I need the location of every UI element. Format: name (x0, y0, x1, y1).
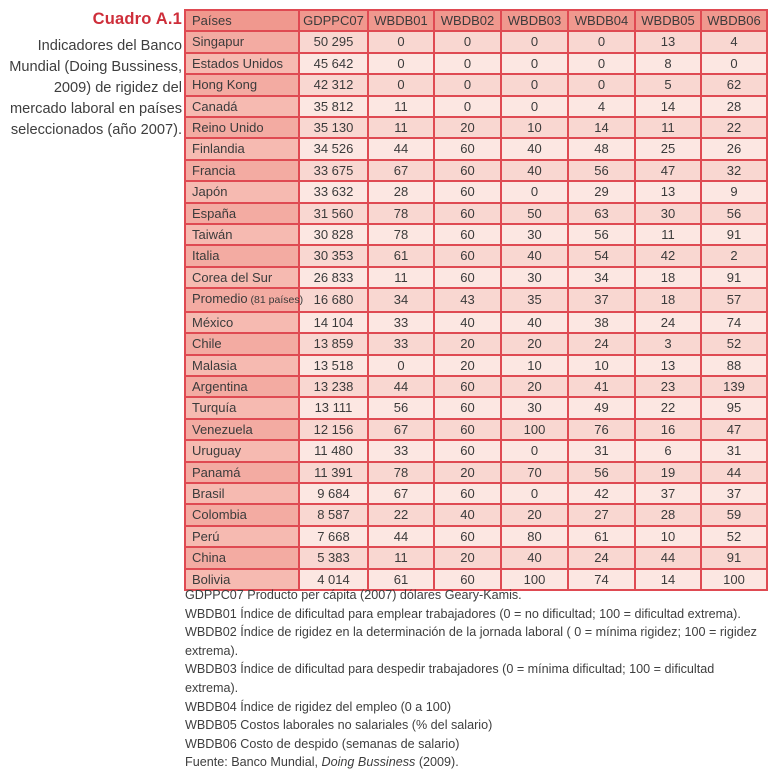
value-cell: 30 353 (299, 245, 368, 266)
table-body (185, 31, 767, 590)
value-cell: 20 (434, 547, 501, 568)
value-cell: 34 (368, 288, 434, 311)
value-cell: 37 (635, 483, 701, 504)
table-row (185, 483, 767, 504)
value-cell: 0 (701, 53, 767, 74)
country-cell: Colombia (185, 504, 299, 525)
table-row (185, 31, 767, 52)
value-cell: 60 (434, 397, 501, 418)
value-cell: 30 (501, 397, 568, 418)
value-cell: 47 (635, 160, 701, 181)
country-cell: Reino Unido (185, 117, 299, 138)
table-row (185, 288, 767, 311)
value-cell: 61 (368, 245, 434, 266)
table-row (185, 224, 767, 245)
value-cell: 13 859 (299, 333, 368, 354)
table-row (185, 419, 767, 440)
value-cell: 50 (501, 203, 568, 224)
value-cell: 56 (368, 397, 434, 418)
value-cell: 74 (701, 312, 767, 333)
value-cell: 42 312 (299, 74, 368, 95)
table-row (185, 138, 767, 159)
column-header-gdppc07: GDPPC07 (299, 10, 368, 31)
column-header-wbdb06: WBDB06 (701, 10, 767, 31)
value-cell: 76 (568, 419, 635, 440)
value-cell: 22 (635, 397, 701, 418)
value-cell: 0 (501, 181, 568, 202)
value-cell: 30 (501, 224, 568, 245)
footnotes (185, 586, 764, 753)
source-line (185, 753, 764, 772)
value-cell: 60 (434, 569, 501, 590)
value-cell: 67 (368, 160, 434, 181)
value-cell: 0 (434, 96, 501, 117)
footnote: WBDB06 Costo de despido (semanas de salario) (185, 736, 460, 751)
table-row (185, 312, 767, 333)
value-cell: 59 (701, 504, 767, 525)
table-row (185, 462, 767, 483)
footnote: WBDB02 Índice de rigidez en la determinación de la jornada laboral ( 0 = mínima rigidez; 100 = rigidez extrema). (185, 625, 757, 658)
value-cell: 16 (635, 419, 701, 440)
table-row (185, 397, 767, 418)
value-cell: 47 (701, 419, 767, 440)
value-cell: 0 (501, 440, 568, 461)
value-cell: 62 (701, 74, 767, 95)
country-cell: Turquía (185, 397, 299, 418)
value-cell: 2 (701, 245, 767, 266)
table-row (185, 355, 767, 376)
value-cell: 67 (368, 483, 434, 504)
table-row (185, 160, 767, 181)
value-cell: 28 (701, 96, 767, 117)
value-cell: 100 (701, 569, 767, 590)
value-cell: 100 (501, 569, 568, 590)
country-cell: Panamá (185, 462, 299, 483)
value-cell: 54 (568, 245, 635, 266)
value-cell: 80 (501, 526, 568, 547)
value-cell: 60 (434, 526, 501, 547)
value-cell: 50 295 (299, 31, 368, 52)
country-cell: Uruguay (185, 440, 299, 461)
value-cell: 18 (635, 267, 701, 288)
country-cell: China (185, 547, 299, 568)
value-cell: 43 (434, 288, 501, 311)
value-cell: 20 (434, 333, 501, 354)
value-cell: 13 518 (299, 355, 368, 376)
value-cell: 28 (635, 504, 701, 525)
value-cell: 5 383 (299, 547, 368, 568)
value-cell: 11 (368, 96, 434, 117)
value-cell: 24 (635, 312, 701, 333)
value-cell: 38 (568, 312, 635, 333)
value-cell: 11 (635, 117, 701, 138)
column-header-wbdb02: WBDB02 (434, 10, 501, 31)
country-cell: Bolivia (185, 569, 299, 590)
value-cell: 0 (434, 31, 501, 52)
value-cell: 20 (434, 462, 501, 483)
value-cell: 44 (368, 526, 434, 547)
caption-text: Indicadores del Banco Mundial (Doing Bussiness, 2009) de rigidez del mercado laboral en países seleccionados (año 2007). (9, 38, 182, 138)
indicators-table (184, 9, 768, 591)
value-cell: 33 (368, 440, 434, 461)
value-cell: 44 (368, 138, 434, 159)
value-cell: 19 (635, 462, 701, 483)
value-cell: 8 (635, 53, 701, 74)
footnote: WBDB03 Índice de dificultad para despedir trabajadores (0 = mínima dificultad; 100 = dificultad extrema). (185, 662, 715, 695)
column-header-wbdb04: WBDB04 (568, 10, 635, 31)
footnote: WBDB04 Índice de rigidez del empleo (0 a 100) (185, 699, 452, 714)
value-cell: 3 (635, 333, 701, 354)
value-cell: 20 (501, 504, 568, 525)
value-cell: 24 (568, 547, 635, 568)
value-cell: 13 111 (299, 397, 368, 418)
value-cell: 10 (568, 355, 635, 376)
value-cell: 78 (368, 203, 434, 224)
value-cell: 31 (568, 440, 635, 461)
value-cell: 7 668 (299, 526, 368, 547)
value-cell: 45 642 (299, 53, 368, 74)
country-cell: Finlandia (185, 138, 299, 159)
value-cell: 0 (434, 74, 501, 95)
country-cell: Argentina (185, 376, 299, 397)
country-note: (81 países) (247, 294, 304, 307)
value-cell: 52 (701, 526, 767, 547)
value-cell: 11 480 (299, 440, 368, 461)
value-cell: 60 (434, 483, 501, 504)
value-cell: 13 238 (299, 376, 368, 397)
value-cell: 28 (368, 181, 434, 202)
country-cell: Perú (185, 526, 299, 547)
value-cell: 20 (501, 376, 568, 397)
value-cell: 18 (635, 288, 701, 311)
value-cell: 60 (434, 203, 501, 224)
value-cell: 6 (635, 440, 701, 461)
value-cell: 78 (368, 462, 434, 483)
value-cell: 35 130 (299, 117, 368, 138)
value-cell: 74 (568, 569, 635, 590)
value-cell: 11 (635, 224, 701, 245)
value-cell: 56 (568, 462, 635, 483)
value-cell: 0 (568, 74, 635, 95)
footnotes-block (185, 586, 764, 772)
value-cell: 40 (434, 312, 501, 333)
value-cell: 13 (635, 181, 701, 202)
value-cell: 14 (635, 569, 701, 590)
source-prefix: Fuente: Banco Mundial, (185, 755, 322, 770)
value-cell: 37 (568, 288, 635, 311)
value-cell: 60 (434, 160, 501, 181)
table-row (185, 96, 767, 117)
table-row (185, 117, 767, 138)
table-row (185, 181, 767, 202)
column-header-países: Países (185, 10, 299, 31)
country-cell: Japón (185, 181, 299, 202)
value-cell: 33 (368, 312, 434, 333)
country-cell: España (185, 203, 299, 224)
footnote: WBDB05 Costos laborales no salariales (% del salario) (185, 718, 493, 733)
value-cell: 0 (501, 96, 568, 117)
value-cell: 23 (635, 376, 701, 397)
value-cell: 34 (568, 267, 635, 288)
value-cell: 95 (701, 397, 767, 418)
table-row (185, 245, 767, 266)
country-cell: Brasil (185, 483, 299, 504)
table-row (185, 53, 767, 74)
table-row (185, 440, 767, 461)
value-cell: 13 (635, 31, 701, 52)
value-cell: 14 (635, 96, 701, 117)
value-cell: 13 (635, 355, 701, 376)
value-cell: 44 (701, 462, 767, 483)
value-cell: 0 (568, 31, 635, 52)
value-cell: 30 (635, 203, 701, 224)
value-cell: 56 (701, 203, 767, 224)
value-cell: 48 (568, 138, 635, 159)
value-cell: 11 (368, 117, 434, 138)
value-cell: 70 (501, 462, 568, 483)
value-cell: 88 (701, 355, 767, 376)
country-cell: México (185, 312, 299, 333)
value-cell: 0 (368, 74, 434, 95)
value-cell: 33 675 (299, 160, 368, 181)
country-cell: Taiwán (185, 224, 299, 245)
value-cell: 9 (701, 181, 767, 202)
value-cell: 26 (701, 138, 767, 159)
country-cell: Venezuela (185, 419, 299, 440)
value-cell: 40 (501, 138, 568, 159)
value-cell: 9 684 (299, 483, 368, 504)
value-cell: 60 (434, 440, 501, 461)
country-cell: Chile (185, 333, 299, 354)
value-cell: 16 680 (299, 288, 368, 311)
value-cell: 11 (368, 547, 434, 568)
value-cell: 20 (434, 355, 501, 376)
value-cell: 5 (635, 74, 701, 95)
value-cell: 91 (701, 224, 767, 245)
value-cell: 11 (368, 267, 434, 288)
footnote: WBDB01 Índice de dificultad para emplear trabajadores (0 = no dificultad; 100 = dificultad extrema). (185, 606, 741, 621)
footnote: GDPPC07 Producto per cápita (2007) dólares Geary-Kamis. (185, 588, 522, 602)
value-cell: 20 (434, 117, 501, 138)
value-cell: 42 (568, 483, 635, 504)
table-caption (4, 10, 182, 141)
value-cell: 44 (635, 547, 701, 568)
table-row (185, 376, 767, 397)
value-cell: 0 (368, 53, 434, 74)
value-cell: 100 (501, 419, 568, 440)
value-cell: 60 (434, 181, 501, 202)
value-cell: 91 (701, 267, 767, 288)
value-cell: 63 (568, 203, 635, 224)
value-cell: 14 104 (299, 312, 368, 333)
value-cell: 33 632 (299, 181, 368, 202)
value-cell: 60 (434, 376, 501, 397)
value-cell: 0 (501, 31, 568, 52)
country-cell: Estados Unidos (185, 53, 299, 74)
value-cell: 139 (701, 376, 767, 397)
value-cell: 27 (568, 504, 635, 525)
country-cell: Francia (185, 160, 299, 181)
value-cell: 0 (568, 53, 635, 74)
value-cell: 30 828 (299, 224, 368, 245)
value-cell: 56 (568, 160, 635, 181)
value-cell: 40 (434, 504, 501, 525)
value-cell: 60 (434, 245, 501, 266)
value-cell: 10 (635, 526, 701, 547)
value-cell: 61 (368, 569, 434, 590)
country-cell: Hong Kong (185, 74, 299, 95)
value-cell: 4 014 (299, 569, 368, 590)
value-cell: 35 812 (299, 96, 368, 117)
value-cell: 12 156 (299, 419, 368, 440)
value-cell: 40 (501, 547, 568, 568)
value-cell: 35 (501, 288, 568, 311)
header-row (185, 10, 767, 31)
value-cell: 78 (368, 224, 434, 245)
value-cell: 31 (701, 440, 767, 461)
value-cell: 11 391 (299, 462, 368, 483)
value-cell: 33 (368, 333, 434, 354)
value-cell: 60 (434, 419, 501, 440)
value-cell: 29 (568, 181, 635, 202)
value-cell: 22 (701, 117, 767, 138)
value-cell: 57 (701, 288, 767, 311)
value-cell: 26 833 (299, 267, 368, 288)
value-cell: 25 (635, 138, 701, 159)
value-cell: 60 (434, 267, 501, 288)
value-cell: 0 (501, 74, 568, 95)
value-cell: 8 587 (299, 504, 368, 525)
value-cell: 60 (434, 224, 501, 245)
table-row (185, 333, 767, 354)
value-cell: 32 (701, 160, 767, 181)
table-row (185, 526, 767, 547)
value-cell: 49 (568, 397, 635, 418)
value-cell: 30 (501, 267, 568, 288)
value-cell: 4 (701, 31, 767, 52)
value-cell: 0 (434, 53, 501, 74)
value-cell: 0 (368, 355, 434, 376)
value-cell: 52 (701, 333, 767, 354)
value-cell: 42 (635, 245, 701, 266)
country-cell: Canadá (185, 96, 299, 117)
value-cell: 24 (568, 333, 635, 354)
value-cell: 67 (368, 419, 434, 440)
value-cell: 20 (501, 333, 568, 354)
value-cell: 56 (568, 224, 635, 245)
column-header-wbdb01: WBDB01 (368, 10, 434, 31)
column-header-wbdb05: WBDB05 (635, 10, 701, 31)
value-cell: 40 (501, 160, 568, 181)
value-cell: 41 (568, 376, 635, 397)
source-work-title: Doing Bussiness (321, 755, 416, 770)
value-cell: 22 (368, 504, 434, 525)
country-cell: Italia (185, 245, 299, 266)
indicators-table-wrap (184, 9, 768, 591)
country-cell: Singapur (185, 31, 299, 52)
value-cell: 91 (701, 547, 767, 568)
source-suffix: (2009). (415, 755, 459, 770)
table-row (185, 74, 767, 95)
caption-label: Cuadro A.1 (92, 10, 182, 28)
table-row (185, 203, 767, 224)
value-cell: 0 (501, 483, 568, 504)
value-cell: 61 (568, 526, 635, 547)
country-cell: Promedio (81 países) (185, 288, 299, 311)
country-cell: Corea del Sur (185, 267, 299, 288)
value-cell: 37 (701, 483, 767, 504)
value-cell: 0 (368, 31, 434, 52)
value-cell: 10 (501, 355, 568, 376)
value-cell: 4 (568, 96, 635, 117)
value-cell: 34 526 (299, 138, 368, 159)
value-cell: 31 560 (299, 203, 368, 224)
value-cell: 14 (568, 117, 635, 138)
value-cell: 40 (501, 245, 568, 266)
column-header-wbdb03: WBDB03 (501, 10, 568, 31)
value-cell: 60 (434, 138, 501, 159)
value-cell: 40 (501, 312, 568, 333)
table-row (185, 267, 767, 288)
country-cell: Malasia (185, 355, 299, 376)
value-cell: 0 (501, 53, 568, 74)
value-cell: 10 (501, 117, 568, 138)
table-row (185, 547, 767, 568)
table-row (185, 504, 767, 525)
value-cell: 44 (368, 376, 434, 397)
